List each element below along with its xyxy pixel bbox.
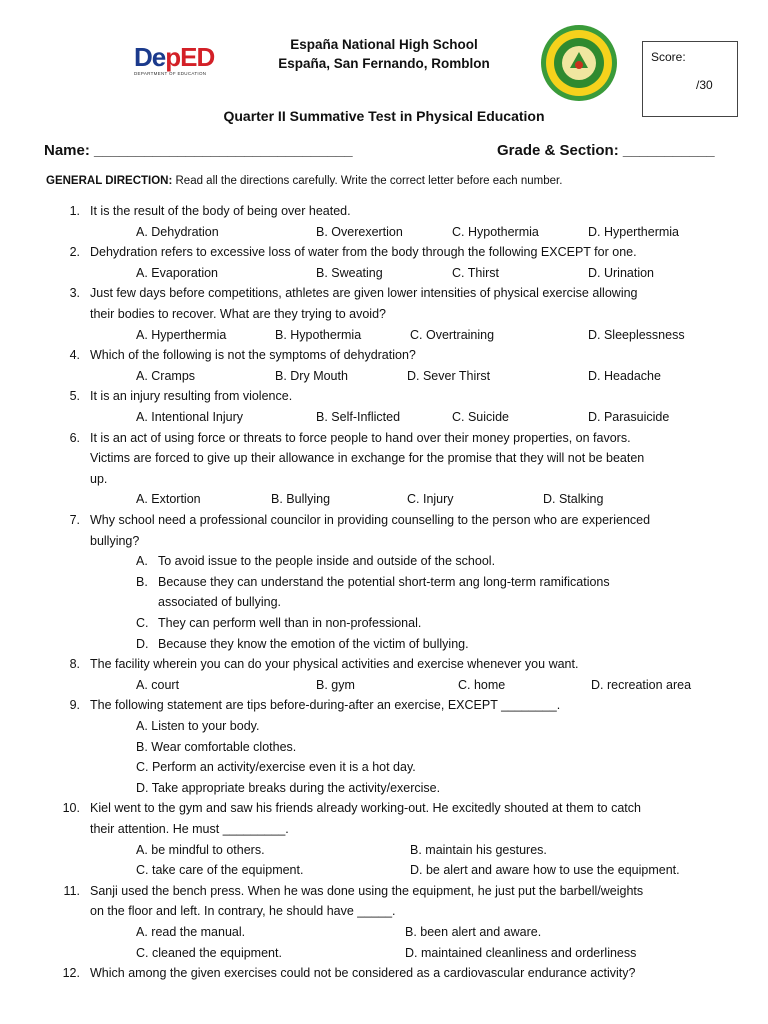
school-seal-icon bbox=[540, 24, 618, 102]
question-number: 12. bbox=[62, 966, 80, 981]
school-address: España, San Fernando, Romblon bbox=[278, 56, 490, 71]
question-number: 2. bbox=[69, 245, 80, 260]
answer-option[interactable]: D. Sleeplessness bbox=[588, 327, 685, 342]
answer-option[interactable]: A. read the manual. bbox=[136, 925, 246, 939]
score-label: Score: bbox=[651, 50, 686, 64]
question-number: 10. bbox=[62, 801, 80, 816]
answer-option[interactable]: B. been alert and aware. bbox=[405, 925, 542, 939]
general-direction bbox=[46, 175, 562, 187]
question-text: bullying? bbox=[90, 533, 140, 548]
answer-option-letter[interactable]: B. bbox=[136, 574, 148, 589]
deped-logo-subtext: DEPARTMENT OF EDUCATION bbox=[134, 71, 207, 76]
direction-label: GENERAL DIRECTION: bbox=[46, 175, 173, 187]
question-text: Why school need a professional councilor in providing counselling to the person who are experienced bbox=[90, 513, 651, 527]
score-total: /30 bbox=[696, 78, 713, 92]
question-number: 8. bbox=[69, 657, 80, 672]
grade-section-field[interactable]: Grade & Section: ___________ bbox=[497, 142, 715, 159]
answer-option[interactable]: Because they can understand the potential short-term ang long-term ramifications bbox=[158, 574, 610, 589]
question-text: It is an act of using force or threats to force people to hand over their money properties, on favors. bbox=[90, 430, 631, 445]
answer-option[interactable]: B. Wear comfortable clothes. bbox=[136, 739, 297, 754]
question-text: their bodies to recover. What are they trying to avoid? bbox=[90, 307, 386, 321]
answer-option[interactable]: A. Extortion bbox=[136, 492, 201, 507]
answer-option[interactable]: To avoid issue to the people inside and outside of the school. bbox=[158, 554, 496, 569]
answer-option[interactable]: D. be alert and aware how to use the equipment. bbox=[410, 863, 680, 878]
answer-option[interactable]: A. court bbox=[136, 677, 180, 692]
answer-option[interactable]: D. Urination bbox=[588, 265, 654, 280]
answer-option[interactable]: B. Overexertion bbox=[316, 224, 403, 239]
answer-option[interactable]: B. Dry Mouth bbox=[275, 368, 348, 383]
question-text: their attention. He must _________. bbox=[90, 822, 289, 836]
answer-option[interactable]: C. Hypothermia bbox=[452, 224, 539, 239]
answer-option-letter[interactable]: D. bbox=[136, 636, 149, 651]
answer-option[interactable]: B. Sweating bbox=[316, 265, 383, 280]
question-text: Just few days before competitions, athletes are given lower intensities of physical exercise allowing bbox=[90, 286, 638, 301]
answer-option[interactable]: A. Dehydration bbox=[136, 224, 219, 239]
school-name: España National High School bbox=[290, 37, 478, 52]
question-text: Which of the following is not the symptoms of dehydration? bbox=[90, 348, 416, 363]
question-number: 1. bbox=[69, 204, 80, 218]
answer-option[interactable]: B. gym bbox=[316, 677, 355, 692]
answer-option[interactable]: C. take care of the equipment. bbox=[136, 863, 304, 878]
question-text: Kiel went to the gym and saw his friends already working-out. He excitedly shouted at them to catch bbox=[90, 801, 641, 816]
answer-option[interactable]: B. Hypothermia bbox=[275, 327, 362, 342]
answer-option[interactable]: D. Hyperthermia bbox=[588, 224, 679, 239]
question-text: up. bbox=[90, 471, 108, 486]
question-text: Dehydration refers to excessive loss of water from the body through the following EXCEPT for one. bbox=[90, 245, 637, 260]
question-number: 7. bbox=[69, 513, 80, 527]
question-text: The following statement are tips before-during-after an exercise, EXCEPT ________. bbox=[90, 698, 561, 713]
answer-option[interactable]: They can perform well than in non-professional. bbox=[158, 616, 422, 630]
question-number: 4. bbox=[69, 348, 80, 363]
answer-option-letter[interactable]: A. bbox=[136, 554, 148, 569]
deped-logo: DepED DEPARTMENT OF EDUCATION bbox=[134, 44, 226, 76]
answer-option[interactable]: D. Headache bbox=[588, 368, 661, 383]
question-number: 11. bbox=[63, 883, 80, 898]
score-box bbox=[642, 41, 738, 117]
answer-option[interactable]: D. Stalking bbox=[543, 492, 604, 507]
question-text: Which among the given exercises could not be considered as a cardiovascular endurance activity? bbox=[90, 966, 636, 981]
answer-option[interactable]: Because they know the emotion of the victim of bullying. bbox=[158, 636, 469, 651]
answer-option[interactable]: C. Thirst bbox=[452, 265, 499, 280]
question-text: Victims are forced to give up their allowance in exchange for the promise that they will not be beaten bbox=[90, 451, 645, 466]
answer-option[interactable]: A. Listen to your body. bbox=[136, 719, 260, 733]
answer-option[interactable]: C. Overtraining bbox=[410, 327, 495, 342]
answer-option[interactable]: C. cleaned the equipment. bbox=[136, 945, 282, 960]
answer-option[interactable]: C. home bbox=[458, 677, 506, 692]
question-text: The facility wherein you can do your physical activities and exercise whenever you want. bbox=[90, 657, 579, 672]
answer-option[interactable]: D. Sever Thirst bbox=[407, 368, 491, 383]
question-text: It is an injury resulting from violence. bbox=[90, 389, 293, 404]
direction-text: Read all the directions carefully. Write the correct letter before each number. bbox=[172, 175, 563, 187]
test-title: Quarter II Summative Test in Physical Education bbox=[223, 108, 545, 124]
answer-option[interactable]: A. Hyperthermia bbox=[136, 327, 227, 342]
answer-option[interactable]: B. Bullying bbox=[271, 492, 331, 507]
name-field[interactable]: Name: _______________________________ bbox=[44, 142, 353, 159]
question-text: on the floor and left. In contrary, he should have _____. bbox=[90, 904, 396, 919]
answer-option[interactable]: A. be mindful to others. bbox=[136, 842, 265, 857]
question-number: 6. bbox=[69, 430, 80, 445]
answer-option[interactable]: D. Take appropriate breaks during the activity/exercise. bbox=[136, 780, 441, 795]
answer-option-letter[interactable]: C. bbox=[136, 616, 149, 630]
answer-option[interactable]: D. Parasuicide bbox=[588, 410, 670, 424]
question-text: It is the result of the body of being over heated. bbox=[90, 204, 351, 218]
answer-option[interactable]: C. Suicide bbox=[452, 410, 509, 424]
answer-option[interactable]: C. Perform an activity/exercise even it is a hot day. bbox=[136, 760, 416, 775]
question-number: 9. bbox=[69, 698, 80, 713]
answer-option[interactable]: A. Cramps bbox=[136, 368, 196, 383]
question-text: Sanji used the bench press. When he was done using the equipment, he just put the barbell/weights bbox=[90, 883, 644, 898]
answer-option[interactable]: A. Evaporation bbox=[136, 265, 218, 280]
answer-option[interactable]: D. maintained cleanliness and orderliness bbox=[405, 945, 637, 960]
answer-option[interactable]: D. recreation area bbox=[591, 677, 692, 692]
answer-option[interactable]: B. maintain his gestures. bbox=[410, 842, 547, 857]
question-number: 3. bbox=[69, 286, 80, 301]
answer-option[interactable]: associated of bullying. bbox=[158, 595, 281, 610]
answer-option[interactable]: B. Self-Inflicted bbox=[316, 410, 401, 424]
question-number: 5. bbox=[69, 389, 80, 404]
answer-option[interactable]: C. Injury bbox=[407, 492, 454, 507]
answer-option[interactable]: A. Intentional Injury bbox=[136, 410, 244, 424]
